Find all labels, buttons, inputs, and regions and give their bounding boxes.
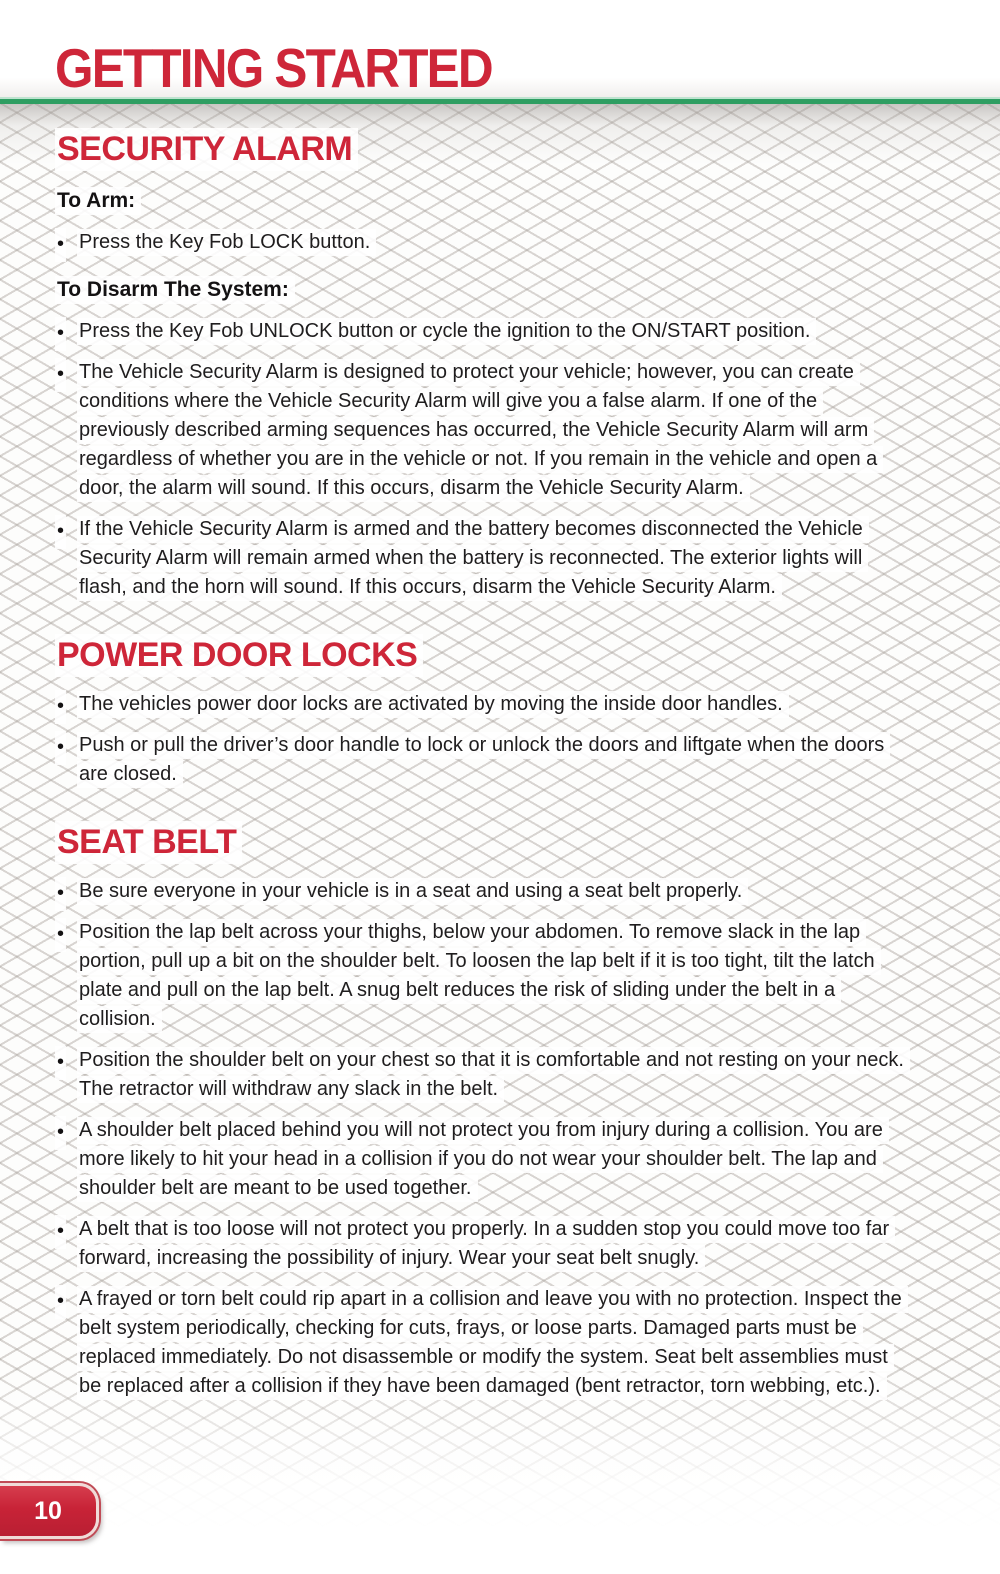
section-heading-text: POWER DOOR LOCKS <box>55 634 423 677</box>
section-heading-text: SEAT BELT <box>55 821 242 864</box>
page-title: GETTING STARTED <box>55 37 492 99</box>
seat-belt-bullet-list <box>55 877 905 1401</box>
section-power-door-locks <box>55 636 905 789</box>
list-item: • Push or pull the driver’s door handle to lock or unlock the doors and liftgate when the doors are closed. <box>55 731 905 789</box>
list-item: • The Vehicle Security Alarm is designed to protect your vehicle; however, you can create conditions where the Vehicle Security Alarm will give you a false alarm. If one of the previously described arming sequences has occurred, the Vehicle Security Alarm will arm regardless of whether you are in the vehicle or not. If you remain in the vehicle and open a door, the alarm will sound. If this occurs, disarm the Vehicle Security Alarm. <box>55 358 905 503</box>
sub-heading-to-arm: To Arm: <box>55 188 905 214</box>
list-item: • Be sure everyone in your vehicle is in a seat and using a seat belt properly. <box>55 877 905 906</box>
arm-bullet-list <box>55 228 905 257</box>
sub-heading-to-disarm: To Disarm The System: <box>55 277 905 303</box>
list-item: • A shoulder belt placed behind you will not protect you from injury during a collision. You are more likely to hit your head in a collision if you do not wear your shoulder belt. The lap and shoulder belt are meant to be used together. <box>55 1116 905 1203</box>
page-content <box>0 104 1000 1574</box>
list-item: • Position the shoulder belt on your chest so that it is comfortable and not resting on your neck. The retractor will withdraw any slack in the belt. <box>55 1046 905 1104</box>
page-header <box>0 0 1000 97</box>
section-security-alarm <box>55 130 905 602</box>
section-heading-seat-belt <box>55 823 905 861</box>
power-door-locks-bullet-list <box>55 690 905 789</box>
list-item: • The vehicles power door locks are activated by moving the inside door handles. <box>55 690 905 719</box>
list-item: • Position the lap belt across your thighs, below your abdomen. To remove slack in the lap portion, pull up a bit on the shoulder belt. To loosen the lap belt if it is too tight, tilt the latch plate and pull on the lap belt. A snug belt reduces the risk of sliding under the belt in a collision. <box>55 918 905 1034</box>
list-item: • Press the Key Fob UNLOCK button or cycle the ignition to the ON/START position. <box>55 317 905 346</box>
section-heading-text: SECURITY ALARM <box>55 128 358 171</box>
list-item: • If the Vehicle Security Alarm is armed and the battery becomes disconnected the Vehicle Security Alarm will remain armed when the battery is reconnected. The exterior lights will flash, and the horn will sound. If this occurs, disarm the Vehicle Security Alarm. <box>55 515 905 602</box>
list-item: • Press the Key Fob LOCK button. <box>55 228 905 257</box>
page-number-tab <box>0 1483 99 1539</box>
disarm-bullet-list <box>55 317 905 602</box>
list-item: • A belt that is too loose will not protect you properly. In a sudden stop you could move too far forward, increasing the possibility of injury. Wear your seat belt snugly. <box>55 1215 905 1273</box>
section-heading-security-alarm <box>55 130 905 168</box>
section-seat-belt <box>55 823 905 1401</box>
list-item: • A frayed or torn belt could rip apart in a collision and leave you with no protection. Inspect the belt system periodically, checking for cuts, frays, or loose parts. Damaged parts must be replaced immediately. Do not disassemble or modify the system. Seat belt assemblies must be replaced after a collision if they have been damaged (bent retractor, torn webbing, etc.). <box>55 1285 905 1401</box>
section-heading-power-door-locks <box>55 636 905 674</box>
page-number: 10 <box>34 1496 62 1525</box>
